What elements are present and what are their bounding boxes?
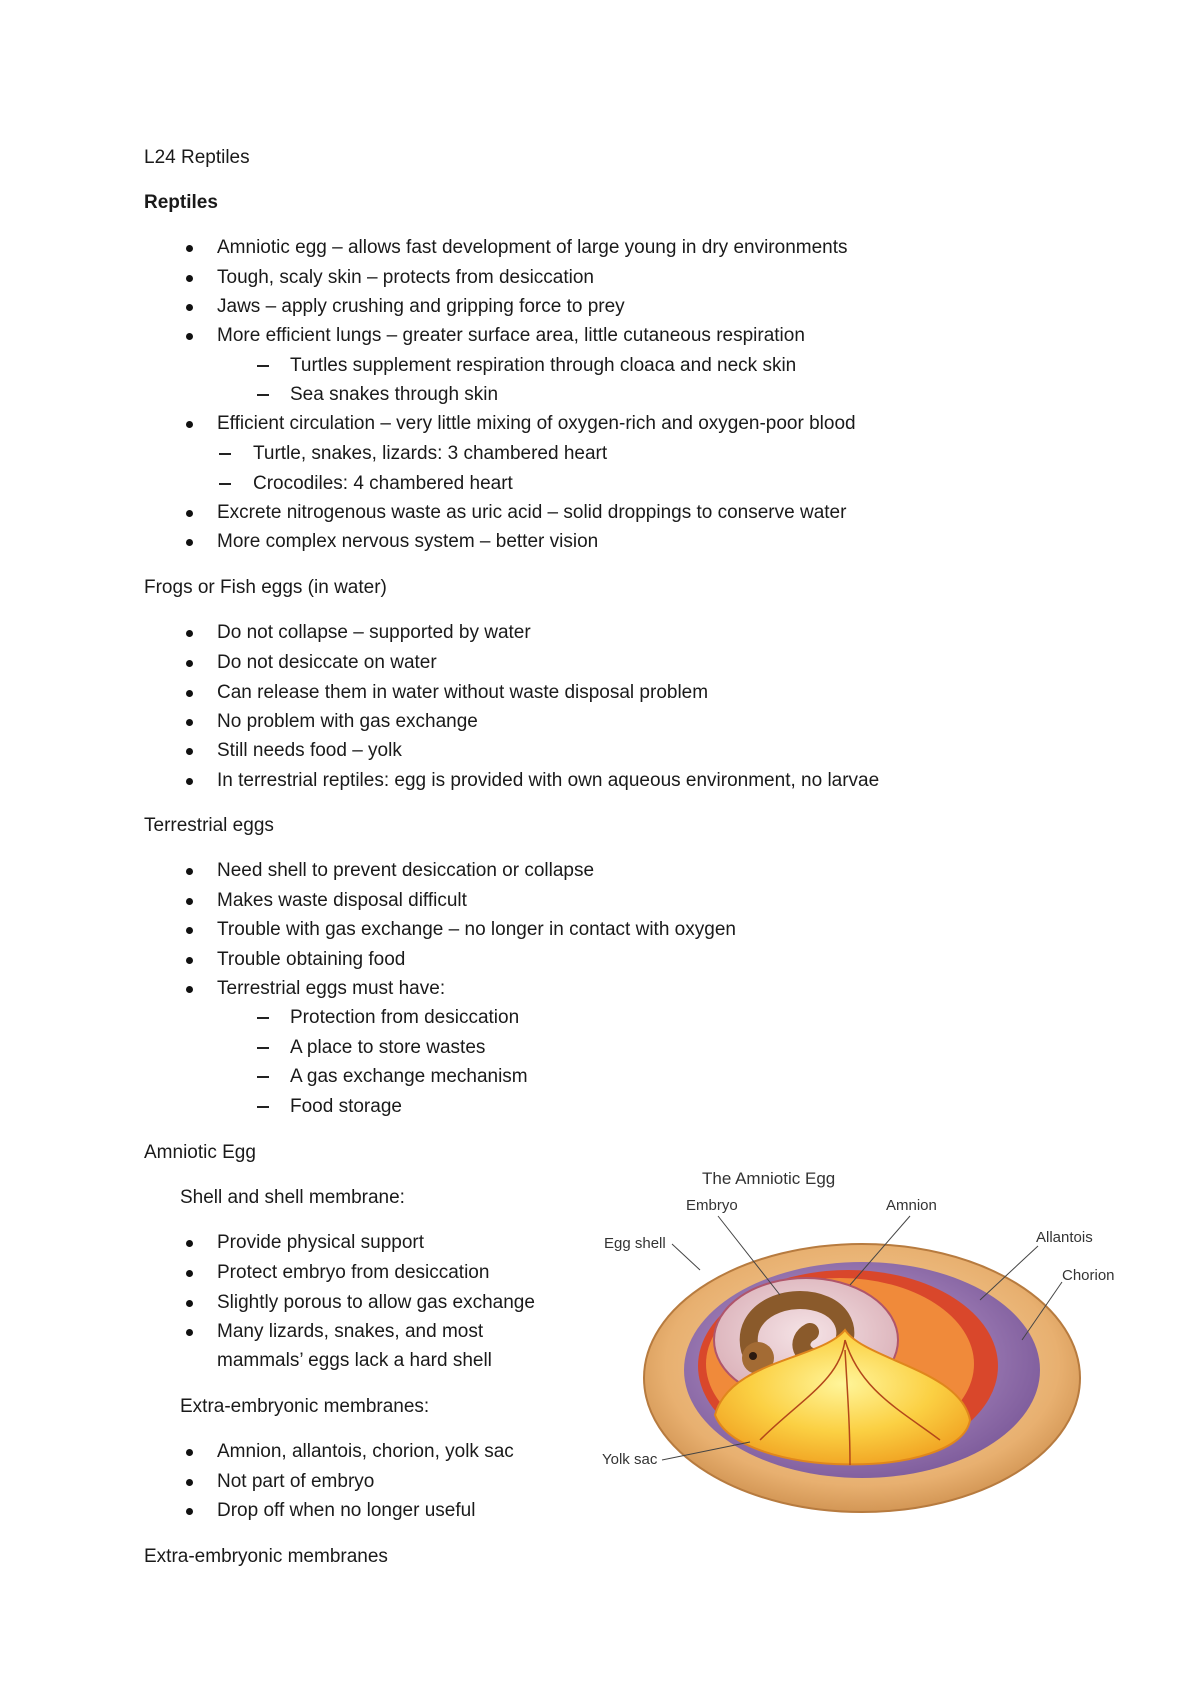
- list-item: Tough, scaly skin – protects from desiccation: [217, 267, 595, 288]
- bullet-icon: [186, 630, 193, 637]
- section-heading-frogs: Frogs or Fish eggs (in water): [144, 577, 387, 598]
- bullet-icon: [186, 1240, 193, 1247]
- label-embryo: Embryo: [686, 1197, 738, 1214]
- list-item: Excrete nitrogenous waste as uric acid – solid droppings to conserve water: [217, 502, 847, 523]
- list-item: Slightly porous to allow gas exchange: [217, 1292, 535, 1313]
- section-heading-terrestrial: Terrestrial eggs: [144, 815, 274, 836]
- dash-icon: [257, 1047, 269, 1049]
- dash-icon: [257, 394, 269, 396]
- bullet-icon: [186, 898, 193, 905]
- footer-heading: Extra-embryonic membranes: [144, 1546, 388, 1567]
- figure-title: The Amniotic Egg: [702, 1169, 836, 1188]
- dash-icon: [257, 1076, 269, 1078]
- list-subitem: A gas exchange mechanism: [290, 1066, 528, 1087]
- bullet-icon: [186, 304, 193, 311]
- embryo-eye-shape: [749, 1352, 757, 1360]
- label-amnion: Amnion: [886, 1197, 937, 1214]
- label-egg-shell: Egg shell: [604, 1235, 666, 1252]
- list-item-continuation: mammals’ eggs lack a hard shell: [217, 1350, 492, 1371]
- list-subitem: Food storage: [290, 1096, 402, 1117]
- list-item: No problem with gas exchange: [217, 711, 478, 732]
- label-chorion: Chorion: [1062, 1267, 1115, 1284]
- list-item: Amniotic egg – allows fast development of large young in dry environments: [217, 237, 848, 258]
- list-item: Trouble with gas exchange – no longer in contact with oxygen: [217, 919, 736, 940]
- bullet-icon: [186, 1479, 193, 1486]
- list-item: Efficient circulation – very little mixing of oxygen-rich and oxygen-poor blood: [217, 413, 856, 434]
- dash-icon: [257, 1017, 269, 1019]
- list-item: Amnion, allantois, chorion, yolk sac: [217, 1441, 514, 1462]
- leader-line: [672, 1244, 700, 1270]
- bullet-icon: [186, 333, 193, 340]
- list-item: Makes waste disposal difficult: [217, 890, 467, 911]
- list-item: More complex nervous system – better vision: [217, 531, 599, 552]
- list-item: Drop off when no longer useful: [217, 1500, 476, 1521]
- bullet-icon: [186, 510, 193, 517]
- list-item: Protect embryo from desiccation: [217, 1262, 490, 1283]
- bullet-icon: [186, 748, 193, 755]
- document-title: L24 Reptiles: [144, 147, 250, 168]
- list-item: Not part of embryo: [217, 1471, 375, 1492]
- bullet-icon: [186, 986, 193, 993]
- bullet-icon: [186, 539, 193, 546]
- list-subitem: Protection from desiccation: [290, 1007, 520, 1028]
- bullet-icon: [186, 1329, 193, 1336]
- list-item: Can release them in water without waste disposal problem: [217, 682, 709, 703]
- bullet-icon: [186, 1270, 193, 1277]
- label-yolk-sac: Yolk sac: [602, 1451, 658, 1468]
- bullet-icon: [186, 1508, 193, 1515]
- list-item: Terrestrial eggs must have:: [217, 978, 446, 999]
- amniotic-egg-figure: [600, 1160, 1140, 1520]
- list-item: Trouble obtaining food: [217, 949, 406, 970]
- bullet-icon: [186, 868, 193, 875]
- bullet-icon: [186, 245, 193, 252]
- bullet-icon: [186, 719, 193, 726]
- list-subitem: A place to store wastes: [290, 1037, 486, 1058]
- bullet-icon: [186, 957, 193, 964]
- bullet-icon: [186, 421, 193, 428]
- list-item: Need shell to prevent desiccation or collapse: [217, 860, 595, 881]
- list-item: Do not desiccate on water: [217, 652, 437, 673]
- list-item: Still needs food – yolk: [217, 740, 402, 761]
- bullet-icon: [186, 690, 193, 697]
- dash-icon: [219, 453, 231, 455]
- list-item: Provide physical support: [217, 1232, 424, 1253]
- list-item: Do not collapse – supported by water: [217, 622, 531, 643]
- amniotic-egg-diagram: [600, 1160, 1140, 1520]
- bullet-icon: [186, 927, 193, 934]
- list-item: Jaws – apply crushing and gripping force to prey: [217, 296, 625, 317]
- list-item: Many lizards, snakes, and most: [217, 1321, 484, 1342]
- bullet-icon: [186, 1449, 193, 1456]
- section-heading-amniotic-egg: Amniotic Egg: [144, 1142, 256, 1163]
- list-subitem: Turtles supplement respiration through cloaca and neck skin: [290, 355, 797, 376]
- bullet-icon: [186, 660, 193, 667]
- label-allantois: Allantois: [1036, 1229, 1093, 1246]
- dash-icon: [219, 483, 231, 485]
- list-subitem: Turtle, snakes, lizards: 3 chambered heart: [253, 443, 608, 464]
- section-heading-reptiles: Reptiles: [144, 192, 218, 213]
- subheading-shell: Shell and shell membrane:: [180, 1187, 405, 1208]
- list-item: More efficient lungs – greater surface area, little cutaneous respiration: [217, 325, 805, 346]
- dash-icon: [257, 1106, 269, 1108]
- bullet-icon: [186, 778, 193, 785]
- list-subitem: Crocodiles: 4 chambered heart: [253, 473, 513, 494]
- list-subitem: Sea snakes through skin: [290, 384, 499, 405]
- bullet-icon: [186, 1300, 193, 1307]
- list-item: In terrestrial reptiles: egg is provided with own aqueous environment, no larvae: [217, 770, 880, 791]
- subheading-extra-embryonic: Extra-embryonic membranes:: [180, 1396, 430, 1417]
- bullet-icon: [186, 275, 193, 282]
- dash-icon: [257, 365, 269, 367]
